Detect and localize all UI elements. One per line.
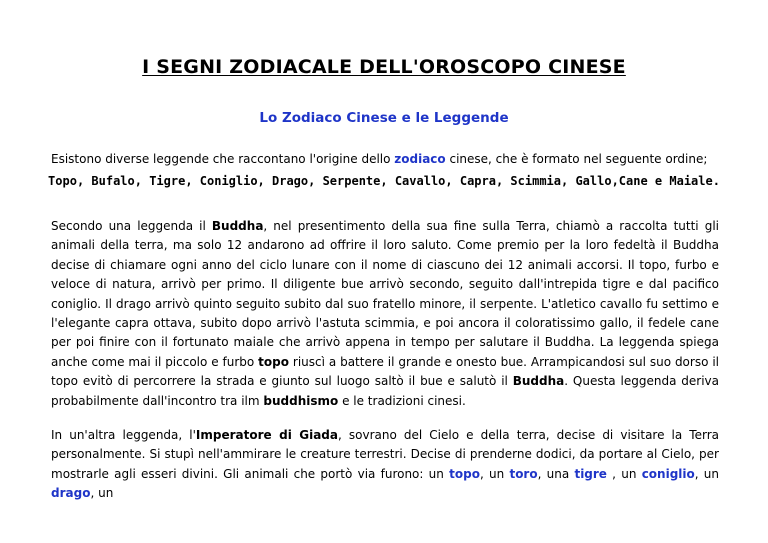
p1-bold-topo: topo (258, 354, 289, 369)
intro-text-before: Esistono diverse leggende che raccontano l'origine dello (51, 152, 395, 166)
zodiaco-link[interactable]: zodiaco (394, 152, 446, 166)
p1-text-4: . Questa leggenda deriva probabilmente dall'incontro tra ilm (51, 374, 719, 408)
tigre-link[interactable]: tigre (574, 466, 607, 481)
page-title: I SEGNI ZODIACALE DELL'OROSCOPO CINESE (142, 56, 626, 78)
buddha-legend-paragraph (51, 217, 719, 411)
p1-bold-buddhismo: buddhismo (263, 393, 339, 408)
p2-text-2: , sovrano del Cielo e della terra, decise di visitare la Terra personalmente. Si stupì nell'ammirare le creature terrestri. Decise di prenderne dodici, da portare al Cielo, per mostrarle agli esseri divini. Gli animali che portò via furono: un (51, 428, 719, 481)
p1-text-2: , nel presentimento della sua fine sulla Terra, chiamò a raccolta tutti gli animali della terra, ma solo 12 andarono ad offrire il loro saluto. Come premio per la loro fedeltà il Buddha decise di chiamare ogni anno del ciclo lunare con il nome di ciascuno dei 12 animali accorsi. Il topo, furbo e veloce di natura, arrivò per primo. Il diligente bue arrivò secondo, seguito dall'intrepida tigre e dal pacifico coniglio. Il drago arrivò quinto seguito subito dal suo fratello minore, il serpente. L'atletico cavallo fu settimo e l'elegante capra ottava, subito dopo arrivò l'astuta scimmia, e poi ancora il coloratissimo gallo, il fedele cane per poi finire con il fortunato maiale che arrivò appena in tempo per salutare il Buddha. La leggenda spiega anche come mai il piccolo e furbo (51, 219, 719, 369)
zodiac-order-line: Topo, Bufalo, Tigre, Coniglio, Drago, Serpente, Cavallo, Capra, Scimmia, Gallo,Cane e Maiale. (48, 174, 720, 188)
p2-sep-3: , un (606, 466, 642, 481)
p1-bold-buddha: Buddha (211, 219, 264, 233)
p2-bold-imperatore: Imperatore di Giada (195, 428, 338, 442)
p1-text-3: riuscì a battere il grande e onesto bue. Arrampicandosi sul suo dorso il topo evitò di percorrere la strada e giunto sul luogo saltò il bue e salutò il (51, 354, 719, 389)
intro-paragraph (51, 150, 731, 168)
p2-text-1: In un'altra leggenda, l' (51, 428, 196, 442)
p2-sep-4: , un (694, 466, 720, 481)
toro-link[interactable]: toro (509, 466, 538, 481)
p2-sep-5: , un (90, 486, 114, 501)
p1-text-5: e le tradizioni cinesi. (338, 393, 466, 408)
jade-emperor-paragraph (51, 426, 719, 504)
topo-link[interactable]: topo (449, 466, 480, 481)
intro-text-after: cinese, che è formato nel seguente ordine; (445, 152, 708, 166)
coniglio-link[interactable]: coniglio (641, 466, 695, 481)
p1-bold-buddha-2: Buddha (512, 374, 565, 389)
section-subtitle: Lo Zodiaco Cinese e le Leggende (259, 110, 509, 126)
p2-sep-2: , una (537, 466, 575, 481)
p2-sep-1: , un (479, 466, 510, 481)
p1-text-1: Secondo una leggenda il (51, 219, 212, 233)
drago-link[interactable]: drago (51, 486, 91, 501)
